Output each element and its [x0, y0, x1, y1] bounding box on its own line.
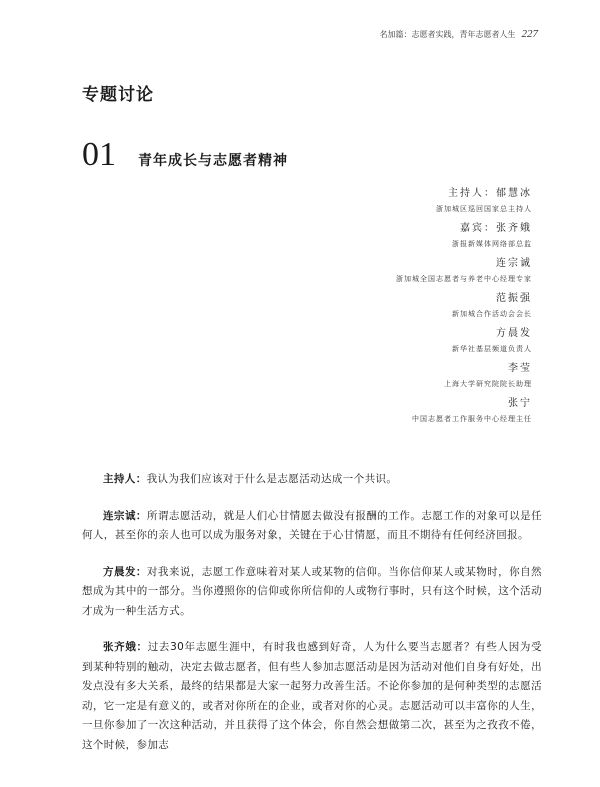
- participant-entry: [396, 326, 532, 357]
- speech-text: 过去30年志愿生涯中，有时我也感到好奇，人为什么要当志愿者？有些人因为受到某种特别的触动，决定去做志愿者，但有些人参加志愿活动是因为活动对他们自身有好处，出发点没有多大关系，最终的结果都是大家一起努力改善生活。不论你参加的是何种类型的志愿活动，它一定是有意义的，或者对你所在的企业，或者对你的心灵。志愿活动可以丰富你的人生，一旦你参加了一次这种活动，并且获得了这个体会，你自然会想做第二次，甚至为之孜孜不倦，这个时候，参加志: [82, 641, 542, 751]
- participant-entry: [396, 256, 532, 287]
- speech-text: 所谓志愿活动，就是人们心甘情愿去做没有报酬的工作。志愿工作的对象可以是任何人，甚至你的亲人也可以成为服务对象，关键在于心甘情愿，而且不期待有任何经济回报。: [82, 509, 542, 541]
- section-title: 专题讨论: [82, 85, 154, 105]
- participant-role: 中国志愿者工作服务中心经理主任: [412, 415, 532, 423]
- participant-role: 浙加城区巡回国家总主持人: [436, 205, 532, 213]
- participant-entry: [396, 396, 532, 427]
- participant-role: 浙加城全国志愿者与养老中心经理专家: [396, 275, 532, 283]
- participant-name: 主持人：郁慧冰: [448, 188, 532, 199]
- participant-role: 上海大学研究院院长助理: [444, 380, 532, 388]
- dialogue-paragraph: [82, 638, 542, 755]
- participant-role: 浙报新媒体网络部总监: [452, 240, 532, 248]
- speaker-label: 张齐娥：: [103, 641, 148, 653]
- participant-entry: [396, 291, 532, 322]
- speaker-label: 方晨发：: [103, 565, 147, 578]
- participant-role: 新加城合作活动会会长: [452, 310, 532, 318]
- participant-name: 连宗诚: [496, 258, 532, 269]
- participant-entry: [396, 186, 532, 217]
- dialogue-body: [82, 470, 542, 772]
- running-title: 名加篇：志愿者实践，青年志愿者人生: [379, 30, 516, 39]
- participant-role: 新华社基层频道负责人: [452, 345, 532, 353]
- speaker-label: 连宗诚：: [103, 509, 147, 522]
- dialogue-paragraph: [82, 507, 542, 546]
- speaker-label: 主持人：: [103, 473, 147, 485]
- participant-entry: [396, 361, 532, 392]
- speech-text: 我认为我们应该对于什么是志愿活动达成一个共识。: [146, 473, 398, 485]
- participant-name: 李莹: [508, 363, 532, 374]
- participant-name: 张宁: [508, 398, 532, 409]
- participant-entry: [396, 221, 532, 252]
- speech-text: 对我来说，志愿工作意味着对某人或某物的信仰。当你信仰某人或某物时，你自然想成为其中的一部分。当你遵照你的信仰或你所信仰的人或物行事时，只有这个时候，这个活动才成为一种生活方式。: [82, 565, 542, 617]
- chapter-number: 01: [82, 136, 116, 173]
- participant-list: [396, 186, 532, 431]
- participant-name: 方晨发: [496, 328, 532, 339]
- participant-name: 嘉宾：张齐娥: [460, 223, 532, 234]
- chapter-title: 青年成长与志愿者精神: [138, 153, 288, 169]
- running-header: [380, 28, 539, 40]
- dialogue-paragraph: [82, 470, 542, 490]
- participant-name: 范振强: [496, 293, 532, 304]
- dialogue-paragraph: [82, 563, 542, 622]
- page-number: 227: [521, 28, 538, 40]
